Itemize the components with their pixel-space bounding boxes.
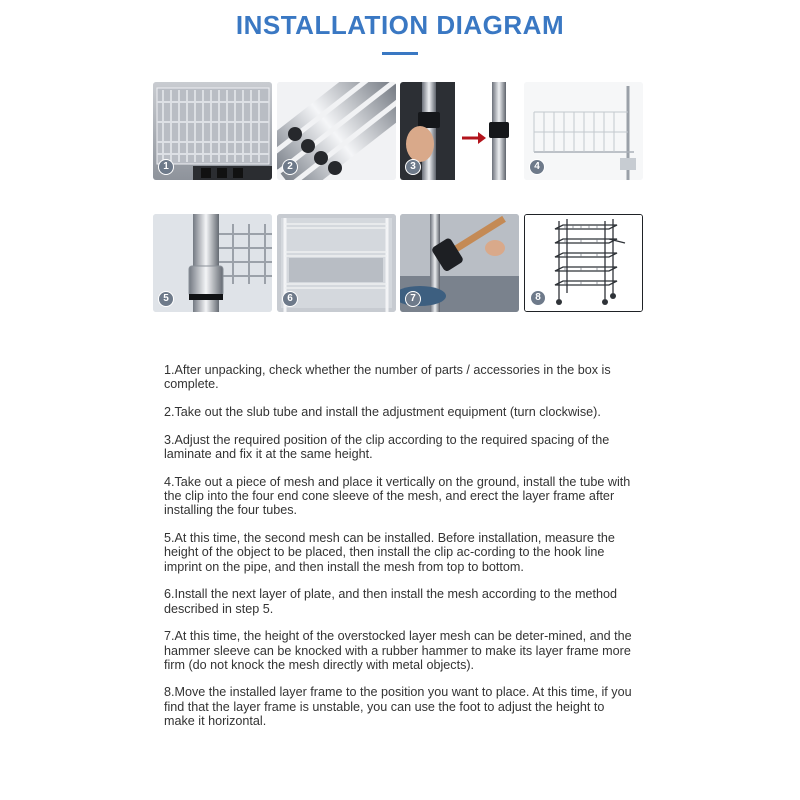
instruction-step-6: 6.Install the next layer of plate, and then install the mesh according to the method described in step 5. [164, 587, 617, 616]
step-badge-2: 2 [282, 159, 298, 175]
installation-photo-grid [0, 0, 800, 330]
instruction-step-7: 7.At this time, the height of the overstocked layer mesh can be deter-mined, and the hammer sleeve can be knocked with a rubber hammer to make its layer frame more firm (do not knock the mesh directly with metal objects). [164, 629, 632, 672]
diagram-tile-8 [524, 214, 643, 312]
diagram-tile-6 [277, 214, 396, 312]
step-badge-3: 3 [405, 159, 421, 175]
instruction-step-1: 1.After unpacking, check whether the number of parts / accessories in the box is complete. [164, 363, 611, 392]
installation-steps [164, 363, 636, 742]
instruction-step-8: 8.Move the installed layer frame to the position you want to place. At this time, if you find that the layer frame is unstable, you can use the foot to adjust the height to make it horizontal. [164, 685, 632, 729]
diagram-tile-2 [277, 82, 396, 180]
instruction-step-3: 3.Adjust the required position of the clip according to the required spacing of the laminate and fix it at the same height. [164, 432, 610, 461]
diagram-tile-3 [400, 82, 519, 180]
instruction-step-2: 2.Take out the slub tube and install the adjustment equipment (turn clockwise). [164, 404, 601, 419]
step-badge-5: 5 [158, 291, 174, 307]
page-title: INSTALLATION DIAGRAM [235, 10, 565, 40]
step-badge-4: 4 [529, 159, 545, 175]
diagram-tile-4 [524, 82, 643, 180]
step-badge-7: 7 [405, 291, 421, 307]
instruction-step-4: 4.Take out a piece of mesh and place it vertically on the ground, install the tube with the clip into the four end cone sleeve of the mesh, and erect the layer frame after installing the four tubes. [164, 474, 631, 518]
step-badge-1: 1 [158, 159, 174, 175]
diagram-tile-7 [400, 214, 519, 312]
diagram-tile-1 [153, 82, 272, 180]
diagram-tile-5 [153, 214, 272, 312]
instruction-step-5: 5.At this time, the second mesh can be installed. Before installation, measure the height of the object to be placed, then install the clip ac-cording to the hook line imprint on the pipe, and then install the mesh from top to bottom. [164, 530, 615, 574]
step-badge-6: 6 [282, 291, 298, 307]
step-badge-8: 8 [530, 290, 546, 306]
